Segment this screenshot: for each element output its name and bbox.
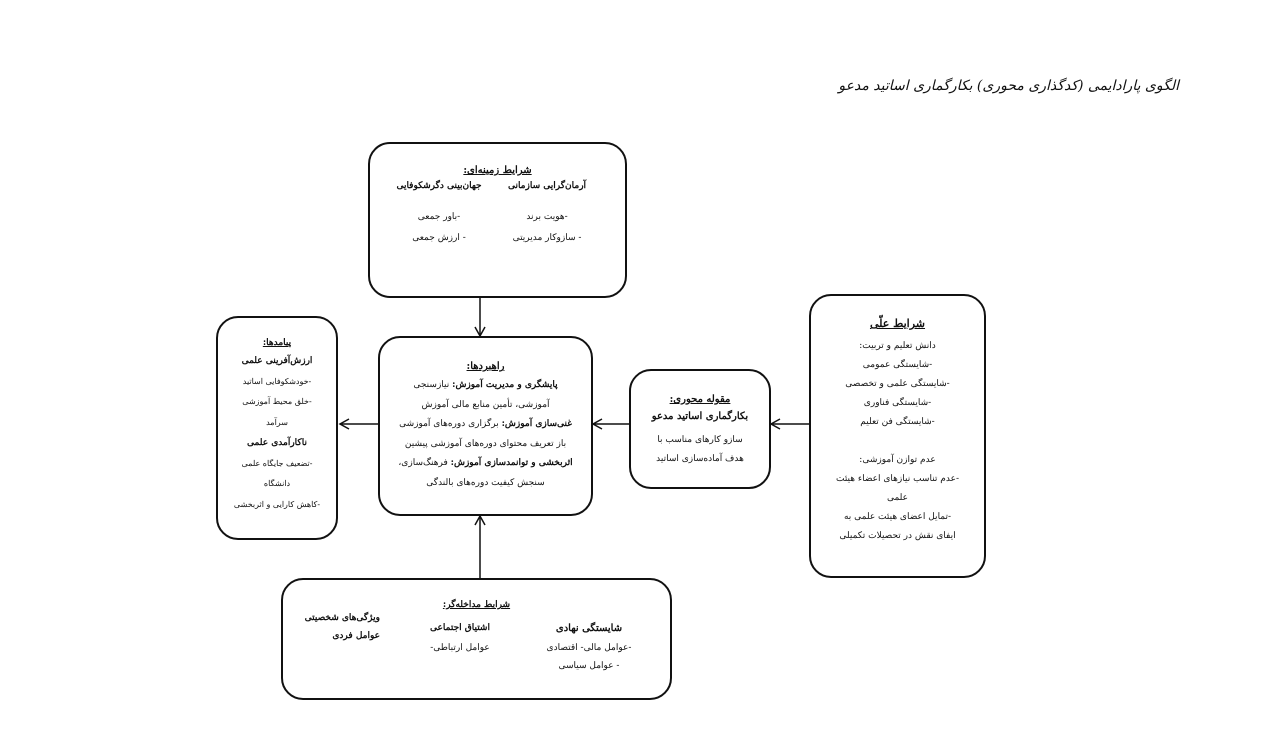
intervening-col-right-title: شایستگی نهادی <box>555 623 623 634</box>
outcomes-box <box>216 316 338 540</box>
context-col-left-title: جهان‌بینی دگرشکوفایی <box>396 181 482 191</box>
intervening-item: عوامل فردی <box>332 631 380 642</box>
context-col-organizational <box>497 180 597 245</box>
strategies-box <box>378 336 593 516</box>
core-category-box <box>629 369 771 489</box>
strategies-line: باز تعریف محتوای دوره‌های آموزشی پیشین <box>404 438 567 449</box>
core-line: هدف آماده‌سازی اساتید <box>656 453 744 464</box>
strategies-line: غنی‌سازی آموزش: برگزاری دوره‌های آموزشی <box>399 419 572 429</box>
causal-line: -شایستگی فناوری <box>863 398 932 408</box>
causal-line: دانش تعلیم و تربیت: <box>859 341 936 351</box>
outcomes-heading: پیامدها: <box>262 338 292 348</box>
intervening-col-institutional <box>534 622 644 673</box>
core-line: سازو کارهای مناسب با <box>657 434 743 445</box>
intervening-col-personality <box>295 612 380 643</box>
context-heading: شرایط زمینه‌ای: <box>463 165 532 176</box>
context-item: -هویت برند <box>526 212 568 223</box>
causal-line: علمی <box>886 493 909 503</box>
causal-line: ایفای نقش در تحصیلات تکمیلی <box>839 531 956 541</box>
strategies-line: پایشگری و مدیریت آموزش: نیازسنجی <box>413 380 558 390</box>
intervening-item: - عوامل سیاسی <box>558 660 620 671</box>
context-item: - ارزش جمعی <box>412 233 466 244</box>
causal-heading: شرایط علّی <box>869 317 926 330</box>
causal-line: -شایستگی علمی و تخصصی <box>845 379 950 389</box>
context-item: -باور جمعی <box>417 212 461 223</box>
strategies-line: سنجش کیفیت دوره‌های بالندگی <box>426 477 545 488</box>
core-title: بکارگماری اساتید مدعو <box>651 411 749 422</box>
outcomes-line: -تضعیف جایگاه علمی <box>241 458 313 468</box>
outcomes-line: ارزش‌آفرینی علمی <box>241 356 313 366</box>
outcomes-line: -خودشکوفایی اساتید <box>242 376 312 386</box>
context-col-worldview <box>384 180 494 245</box>
strategies-heading: راهبردها: <box>466 361 505 372</box>
intervening-conditions-box <box>281 578 672 700</box>
intervening-col-mid-title: اشتیاق اجتماعی <box>430 623 490 633</box>
outcomes-line: ناکارآمدی علمی <box>247 438 307 448</box>
causal-lines <box>811 337 984 546</box>
intervening-item: عوامل ارتباطی- <box>430 643 490 654</box>
context-item: - سازوکار مدیریتی <box>512 233 582 244</box>
outcomes-line: -کاهش کارایی و اثربخشی <box>233 499 321 509</box>
context-col-right-title: آرمان‌گرایی سازمانی <box>507 181 587 191</box>
intervening-heading: شرایط مداخله‌گر: <box>442 600 511 610</box>
intervening-item: -عوامل مالی- اقتصادی <box>546 642 632 653</box>
core-heading: مقوله محوری: <box>669 394 731 405</box>
strategies-line: اثربخشی و توانمدسازی آموزش: فرهنگ‌سازی، <box>398 458 573 468</box>
outcomes-line: -خلق محیط آموزشی <box>242 397 312 406</box>
outcomes-line: دانشگاه <box>263 479 291 488</box>
outcomes-line: سرآمد <box>266 417 288 427</box>
strategies-line: آموزشی، تأمین منابع مالی آموزش <box>421 399 550 410</box>
causal-conditions-box <box>809 294 986 578</box>
intervening-col-left-title: ویژگی‌های شخصیتی <box>304 613 380 623</box>
causal-line: -تمایل اعضای هیئت علمی به <box>843 512 952 522</box>
causal-line: عدم توازن آموزشی: <box>859 455 936 465</box>
causal-line <box>811 432 984 451</box>
context-conditions-box <box>368 142 627 298</box>
causal-line: -شایستگی عمومی <box>862 360 933 370</box>
causal-line: -عدم تناسب نیازهای اعضاء هیئت <box>836 474 959 484</box>
intervening-col-social <box>410 622 510 655</box>
causal-line: -شایستگی فن تعلیم <box>860 417 935 427</box>
diagram-title: الگوی پارادایمی (کدگذاری محوری) بکارگماری اساتید مدعو <box>838 78 1179 94</box>
